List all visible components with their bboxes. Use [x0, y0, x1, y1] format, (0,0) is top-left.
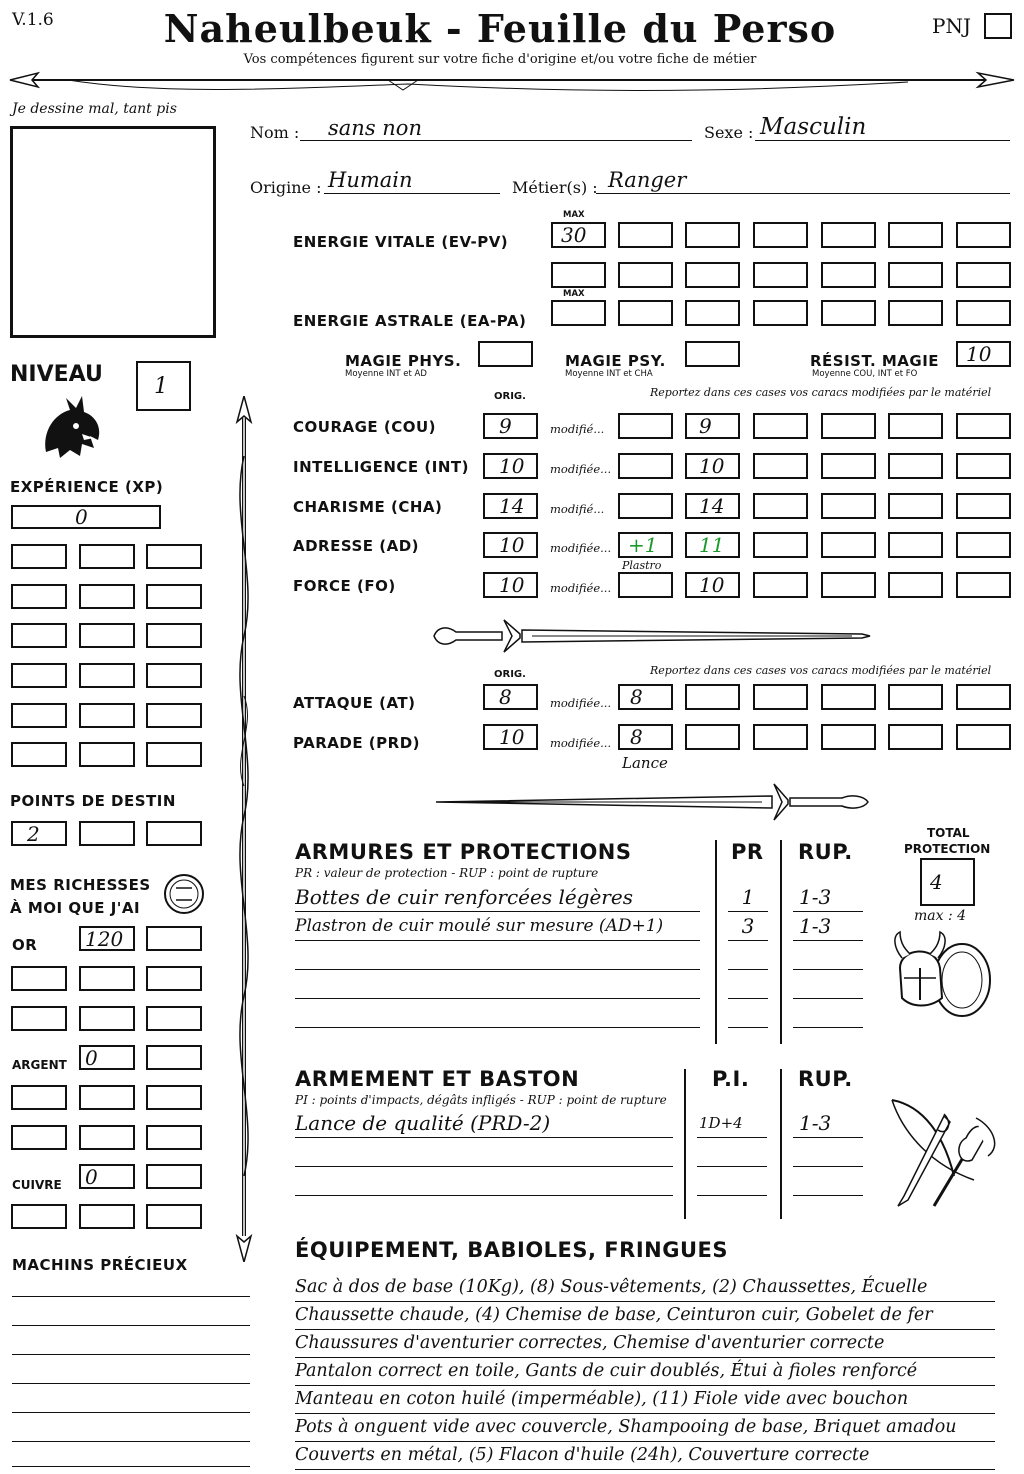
origine-label: Origine : — [250, 178, 322, 197]
machins-line[interactable] — [12, 1383, 250, 1384]
carac-extra-box[interactable] — [821, 572, 876, 598]
magie-psy-note: Moyenne INT et CHA — [565, 369, 653, 379]
machins-line[interactable] — [12, 1441, 250, 1442]
carac-modified-box[interactable]: 9 — [685, 413, 740, 439]
armures-note: PR : valeur de protection - RUP : point de rupture — [295, 866, 599, 880]
combat-orig-box[interactable]: 8 — [483, 684, 538, 710]
arme-rup-field[interactable] — [793, 1139, 863, 1167]
ea-box[interactable] — [956, 300, 1011, 326]
xp-grid-box[interactable] — [146, 663, 202, 688]
or-box-empty[interactable] — [11, 1006, 67, 1031]
carac-extra-box[interactable] — [821, 453, 876, 479]
armement-col-rup: RUP. — [798, 1067, 853, 1091]
machins-label: MACHINS PRÉCIEUX — [12, 1256, 188, 1274]
xp-grid-box[interactable] — [146, 623, 202, 648]
ev-box[interactable] — [618, 262, 673, 288]
ev-box[interactable] — [551, 262, 606, 288]
ea-box[interactable] — [821, 300, 876, 326]
sexe-field[interactable]: Masculin — [760, 114, 867, 140]
carac-modified-box[interactable]: 11 — [685, 532, 740, 558]
ea-max-box[interactable] — [551, 300, 606, 326]
pnj-label: PNJ — [932, 14, 971, 38]
armement-note: PI : points d'impacts, dégâts infligés - RUP : point de rupture — [295, 1093, 667, 1107]
ev-max-box[interactable]: 30 — [551, 222, 606, 248]
carac-orig-box[interactable]: 10 — [483, 572, 538, 598]
combat-extra-box[interactable] — [753, 684, 808, 710]
carac-extra-box[interactable] — [888, 413, 943, 439]
carac-extra-box[interactable] — [753, 493, 808, 519]
ev-box[interactable] — [888, 262, 943, 288]
carac-bonus-box[interactable] — [618, 493, 673, 519]
carac-extra-box[interactable] — [956, 493, 1011, 519]
armure-rup-field[interactable] — [793, 971, 863, 999]
carac-modified-label: modifié... — [550, 422, 605, 436]
xp-grid-box[interactable] — [79, 623, 135, 648]
vertical-spear-illustration — [226, 396, 262, 1262]
combat-extra-box[interactable] — [821, 724, 876, 750]
combat-note: Lance — [622, 754, 668, 772]
carac-extra-box[interactable] — [956, 413, 1011, 439]
armement-title: ARMEMENT ET BASTON — [295, 1067, 580, 1091]
total-protection-box[interactable]: 4 — [920, 858, 975, 906]
ev-label: ENERGIE VITALE (EV-PV) — [293, 233, 509, 251]
argent-box-empty[interactable] — [11, 1085, 67, 1110]
armure-pr-field[interactable] — [728, 1000, 768, 1028]
armure-name-field[interactable] — [295, 1000, 700, 1028]
armures-title: ARMURES ET PROTECTIONS — [295, 840, 632, 864]
magie-phys-label: MAGIE PHYS. — [345, 352, 462, 370]
destin-box-empty[interactable] — [146, 821, 202, 846]
xp-grid-box[interactable] — [11, 703, 67, 728]
helmet-shield-icon — [890, 928, 1000, 1032]
combat-label: ATTAQUE (AT) — [293, 694, 416, 712]
metier-field[interactable]: Ranger — [608, 168, 687, 192]
ev-box[interactable] — [888, 222, 943, 248]
xp-grid-box[interactable] — [146, 742, 202, 767]
max-protection-note: max : 4 — [914, 908, 967, 924]
xp-box[interactable]: 0 — [11, 505, 161, 529]
report-note: Reportez dans ces cases vos caracs modifiées par le matériel — [650, 386, 992, 399]
equipement-title: ÉQUIPEMENT, BABIOLES, FRINGUES — [295, 1238, 728, 1262]
magie-phys-box[interactable] — [478, 341, 533, 367]
arme-pi-field[interactable] — [697, 1168, 767, 1196]
magie-psy-label: MAGIE PSY. — [565, 352, 666, 370]
armement-col-pi: P.I. — [712, 1067, 750, 1091]
armure-rup-field[interactable] — [793, 942, 863, 970]
xp-grid-box[interactable] — [79, 742, 135, 767]
equipement-line[interactable]: Manteau en coton huilé (imperméable), (11) Fiole vide avec bouchon — [295, 1386, 995, 1414]
version-label: V.1.6 — [12, 10, 54, 30]
machins-line[interactable] — [12, 1412, 250, 1413]
portrait-box[interactable] — [10, 126, 216, 338]
carac-extra-box[interactable] — [956, 572, 1011, 598]
ea-box[interactable] — [685, 300, 740, 326]
cuivre-box-empty[interactable] — [11, 1204, 67, 1229]
combat-modified-label: modifiée... — [550, 736, 612, 750]
crossed-weapons-icon — [884, 1096, 1004, 1214]
combat-extra-box[interactable] — [685, 724, 740, 750]
machins-line[interactable] — [12, 1466, 250, 1467]
origine-field[interactable]: Humain — [328, 168, 413, 192]
pnj-checkbox[interactable] — [984, 13, 1012, 39]
carac-extra-box[interactable] — [753, 413, 808, 439]
combat-modified-box[interactable]: 8 — [618, 724, 673, 750]
carac-extra-box[interactable] — [888, 532, 943, 558]
carac-modified-label: modifiée... — [550, 581, 612, 595]
argent-box-empty[interactable] — [79, 1085, 135, 1110]
cuivre-label: CUIVRE — [12, 1178, 62, 1192]
machins-line[interactable] — [12, 1325, 250, 1326]
carac-extra-box[interactable] — [753, 572, 808, 598]
xp-grid-box[interactable] — [146, 703, 202, 728]
xp-grid-box[interactable] — [11, 544, 67, 569]
combat-extra-box[interactable] — [888, 684, 943, 710]
metier-label: Métier(s) : — [512, 178, 598, 197]
xp-grid-box[interactable] — [11, 584, 67, 609]
ev-box[interactable] — [753, 262, 808, 288]
subtitle: Vos compétences figurent sur votre fiche d'origine et/ou votre fiche de métier — [243, 52, 757, 67]
cuivre-box-empty[interactable] — [146, 1204, 202, 1229]
cuivre-box[interactable]: 0 — [79, 1164, 135, 1189]
or-box-empty[interactable] — [79, 966, 135, 991]
or-box-empty[interactable] — [146, 966, 202, 991]
resist-magie-note: Moyenne COU, INT et FO — [812, 369, 918, 379]
carac-orig-box[interactable]: 10 — [483, 532, 538, 558]
sexe-label: Sexe : — [704, 123, 754, 142]
nom-label: Nom : — [250, 123, 300, 142]
argent-label: ARGENT — [12, 1058, 67, 1072]
carac-label: CHARISME (CHA) — [293, 498, 443, 516]
resist-magie-label: RÉSIST. MAGIE — [810, 352, 940, 370]
arme-name-field[interactable] — [295, 1168, 673, 1196]
argent-box-empty[interactable] — [146, 1085, 202, 1110]
armure-name-field[interactable] — [295, 942, 700, 970]
coin-icon — [162, 872, 206, 916]
combat-label: PARADE (PRD) — [293, 734, 421, 752]
carac-extra-box[interactable] — [956, 532, 1011, 558]
combat-extra-box[interactable] — [685, 684, 740, 710]
carac-extra-box[interactable] — [956, 453, 1011, 479]
arme-rup-field[interactable] — [793, 1168, 863, 1196]
armure-pr-field[interactable]: 1 — [728, 884, 768, 912]
orig-header: ORIG. — [494, 391, 526, 402]
magie-phys-note: Moyenne INT et AD — [345, 369, 427, 379]
xp-grid-box[interactable] — [146, 584, 202, 609]
ev-box[interactable] — [618, 222, 673, 248]
armure-rup-field[interactable] — [793, 1000, 863, 1028]
combat-orig-box[interactable]: 10 — [483, 724, 538, 750]
ev-box[interactable] — [956, 262, 1011, 288]
carac-label: ADRESSE (AD) — [293, 537, 420, 555]
equipement-line[interactable]: Pantalon correct en toile, Gants de cuir doublés, Étui à fioles renforcé — [295, 1358, 995, 1386]
destin-label: POINTS DE DESTIN — [10, 792, 176, 810]
combat-modified-label: modifiée... — [550, 696, 612, 710]
carac-orig-box[interactable]: 10 — [483, 453, 538, 479]
page-title: Naheulbeuk - Feuille du Perso — [163, 6, 837, 51]
resist-magie-box[interactable]: 10 — [956, 341, 1011, 367]
carac-modified-label: modifiée... — [550, 541, 612, 555]
armure-pr-field[interactable] — [728, 942, 768, 970]
armure-pr-field[interactable]: 3 — [728, 913, 768, 941]
equipement-line[interactable]: Sac à dos de base (10Kg), (8) Sous-vêtements, (2) Chaussettes, Écuelle — [295, 1274, 995, 1302]
ev-box[interactable] — [956, 222, 1011, 248]
total-protection-label-1: TOTAL — [927, 826, 970, 840]
equipement-line[interactable]: Chaussette chaude, (4) Chemise de base, Ceinturon cuir, Gobelet de fer — [295, 1302, 995, 1330]
ev-box[interactable] — [753, 222, 808, 248]
armure-name-field[interactable]: Plastron de cuir moulé sur mesure (AD+1) — [295, 913, 700, 941]
xp-grid-box[interactable] — [79, 584, 135, 609]
richesses-label-2: À MOI QUE J'AI — [10, 899, 141, 917]
ea-box[interactable] — [753, 300, 808, 326]
xp-grid-box[interactable] — [11, 742, 67, 767]
combat-extra-box[interactable] — [753, 724, 808, 750]
arme-pi-field[interactable]: 1D+4 — [697, 1110, 767, 1138]
carac-extra-box[interactable] — [821, 413, 876, 439]
carac-extra-box[interactable] — [753, 532, 808, 558]
report-note-combat: Reportez dans ces cases vos caracs modifiées par le matériel — [650, 664, 992, 677]
armure-pr-field[interactable] — [728, 971, 768, 999]
or-box-empty[interactable] — [11, 966, 67, 991]
argent-box-empty[interactable] — [146, 1045, 202, 1070]
carac-extra-box[interactable] — [888, 572, 943, 598]
arme-name-field[interactable] — [295, 1139, 673, 1167]
carac-modified-box[interactable]: 14 — [685, 493, 740, 519]
arme-rup-field[interactable]: 1-3 — [793, 1110, 863, 1138]
ea-max-label: MAX — [563, 289, 585, 299]
ev-box[interactable] — [685, 222, 740, 248]
machins-line[interactable] — [12, 1296, 250, 1297]
argent-box-empty[interactable] — [79, 1125, 135, 1150]
carac-extra-box[interactable] — [821, 493, 876, 519]
combat-extra-box[interactable] — [821, 684, 876, 710]
carac-bonus-box[interactable]: +1 — [618, 532, 673, 558]
portrait-caption: Je dessine mal, tant pis — [12, 101, 177, 117]
argent-box-empty[interactable] — [146, 1125, 202, 1150]
carac-extra-box[interactable] — [888, 493, 943, 519]
spear-header-divider — [8, 68, 1016, 98]
orig-header-combat: ORIG. — [494, 669, 526, 680]
carac-modified-label: modifié... — [550, 502, 605, 516]
ev-box[interactable] — [821, 222, 876, 248]
carac-label: FORCE (FO) — [293, 577, 396, 595]
armure-name-field[interactable] — [295, 971, 700, 999]
carac-modified-box[interactable]: 10 — [685, 572, 740, 598]
xp-grid-box[interactable] — [79, 663, 135, 688]
combat-extra-box[interactable] — [956, 724, 1011, 750]
or-label: OR — [12, 936, 38, 954]
carac-extra-box[interactable] — [821, 532, 876, 558]
equipement-line[interactable]: Chaussures d'aventurier correctes, Chemise d'aventurier correcte — [295, 1330, 995, 1358]
combat-extra-box[interactable] — [956, 684, 1011, 710]
or-box[interactable]: 120 — [79, 926, 135, 951]
armures-col-rup: RUP. — [798, 840, 853, 864]
ev-max-label: MAX — [563, 210, 585, 220]
carac-extra-box[interactable] — [753, 453, 808, 479]
richesses-label-1: MES RICHESSES — [10, 876, 151, 894]
combat-extra-box[interactable] — [888, 724, 943, 750]
sword-illustration-bottom — [432, 776, 872, 826]
armure-rup-field[interactable]: 1-3 — [793, 913, 863, 941]
xp-label: EXPÉRIENCE (XP) — [10, 478, 164, 496]
machins-line[interactable] — [12, 1354, 250, 1355]
nom-field[interactable]: sans non — [328, 116, 422, 140]
xp-grid-box[interactable] — [79, 544, 135, 569]
carac-extra-box[interactable] — [888, 453, 943, 479]
cuivre-box-empty[interactable] — [146, 1164, 202, 1189]
xp-grid-box[interactable] — [11, 623, 67, 648]
niveau-label: NIVEAU — [10, 362, 103, 387]
armure-rup-field[interactable]: 1-3 — [793, 884, 863, 912]
xp-grid-box[interactable] — [146, 544, 202, 569]
carac-label: COURAGE (COU) — [293, 418, 437, 436]
total-protection-label-2: PROTECTION — [904, 842, 991, 856]
or-box-empty[interactable] — [79, 1006, 135, 1031]
argent-box[interactable]: 0 — [79, 1045, 135, 1070]
arme-pi-field[interactable] — [697, 1139, 767, 1167]
ea-box[interactable] — [618, 300, 673, 326]
or-box-empty[interactable] — [146, 926, 202, 951]
xp-grid-box[interactable] — [11, 663, 67, 688]
carac-modified-label: modifiée... — [550, 462, 612, 476]
ea-label: ENERGIE ASTRALE (EA-PA) — [293, 312, 527, 330]
destin-box-empty[interactable] — [79, 821, 135, 846]
ev-box[interactable] — [685, 262, 740, 288]
equipement-line[interactable]: Couverts en métal, (5) Flacon d'huile (24h), Couverture correcte — [295, 1442, 995, 1470]
carac-bonus-box[interactable] — [618, 453, 673, 479]
carac-bonus-box[interactable] — [618, 572, 673, 598]
carac-modified-box[interactable]: 10 — [685, 453, 740, 479]
argent-box-empty[interactable] — [11, 1125, 67, 1150]
arme-name-field[interactable]: Lance de qualité (PRD-2) — [295, 1110, 673, 1138]
armure-name-field[interactable]: Bottes de cuir renforcées légères — [295, 884, 700, 912]
or-box-empty[interactable] — [146, 1006, 202, 1031]
carac-label: INTELLIGENCE (INT) — [293, 458, 469, 476]
armures-col-pr: PR — [731, 840, 764, 864]
niveau-box[interactable]: 1 — [136, 361, 191, 411]
sword-illustration-top — [432, 612, 872, 660]
magie-psy-box[interactable] — [685, 341, 740, 367]
ev-box[interactable] — [821, 262, 876, 288]
carac-bonus-note: Plastro — [622, 559, 662, 572]
cuivre-box-empty[interactable] — [79, 1204, 135, 1229]
destin-box[interactable]: 2 — [11, 821, 67, 846]
ea-box[interactable] — [888, 300, 943, 326]
dragon-head-icon — [36, 392, 108, 464]
xp-grid-box[interactable] — [79, 703, 135, 728]
carac-orig-box[interactable]: 14 — [483, 493, 538, 519]
carac-orig-box[interactable]: 9 — [483, 413, 538, 439]
combat-modified-box[interactable]: 8 — [618, 684, 673, 710]
equipement-line[interactable]: Pots à onguent vide avec couvercle, Shampooing de base, Briquet amadou — [295, 1414, 995, 1442]
carac-bonus-box[interactable] — [618, 413, 673, 439]
